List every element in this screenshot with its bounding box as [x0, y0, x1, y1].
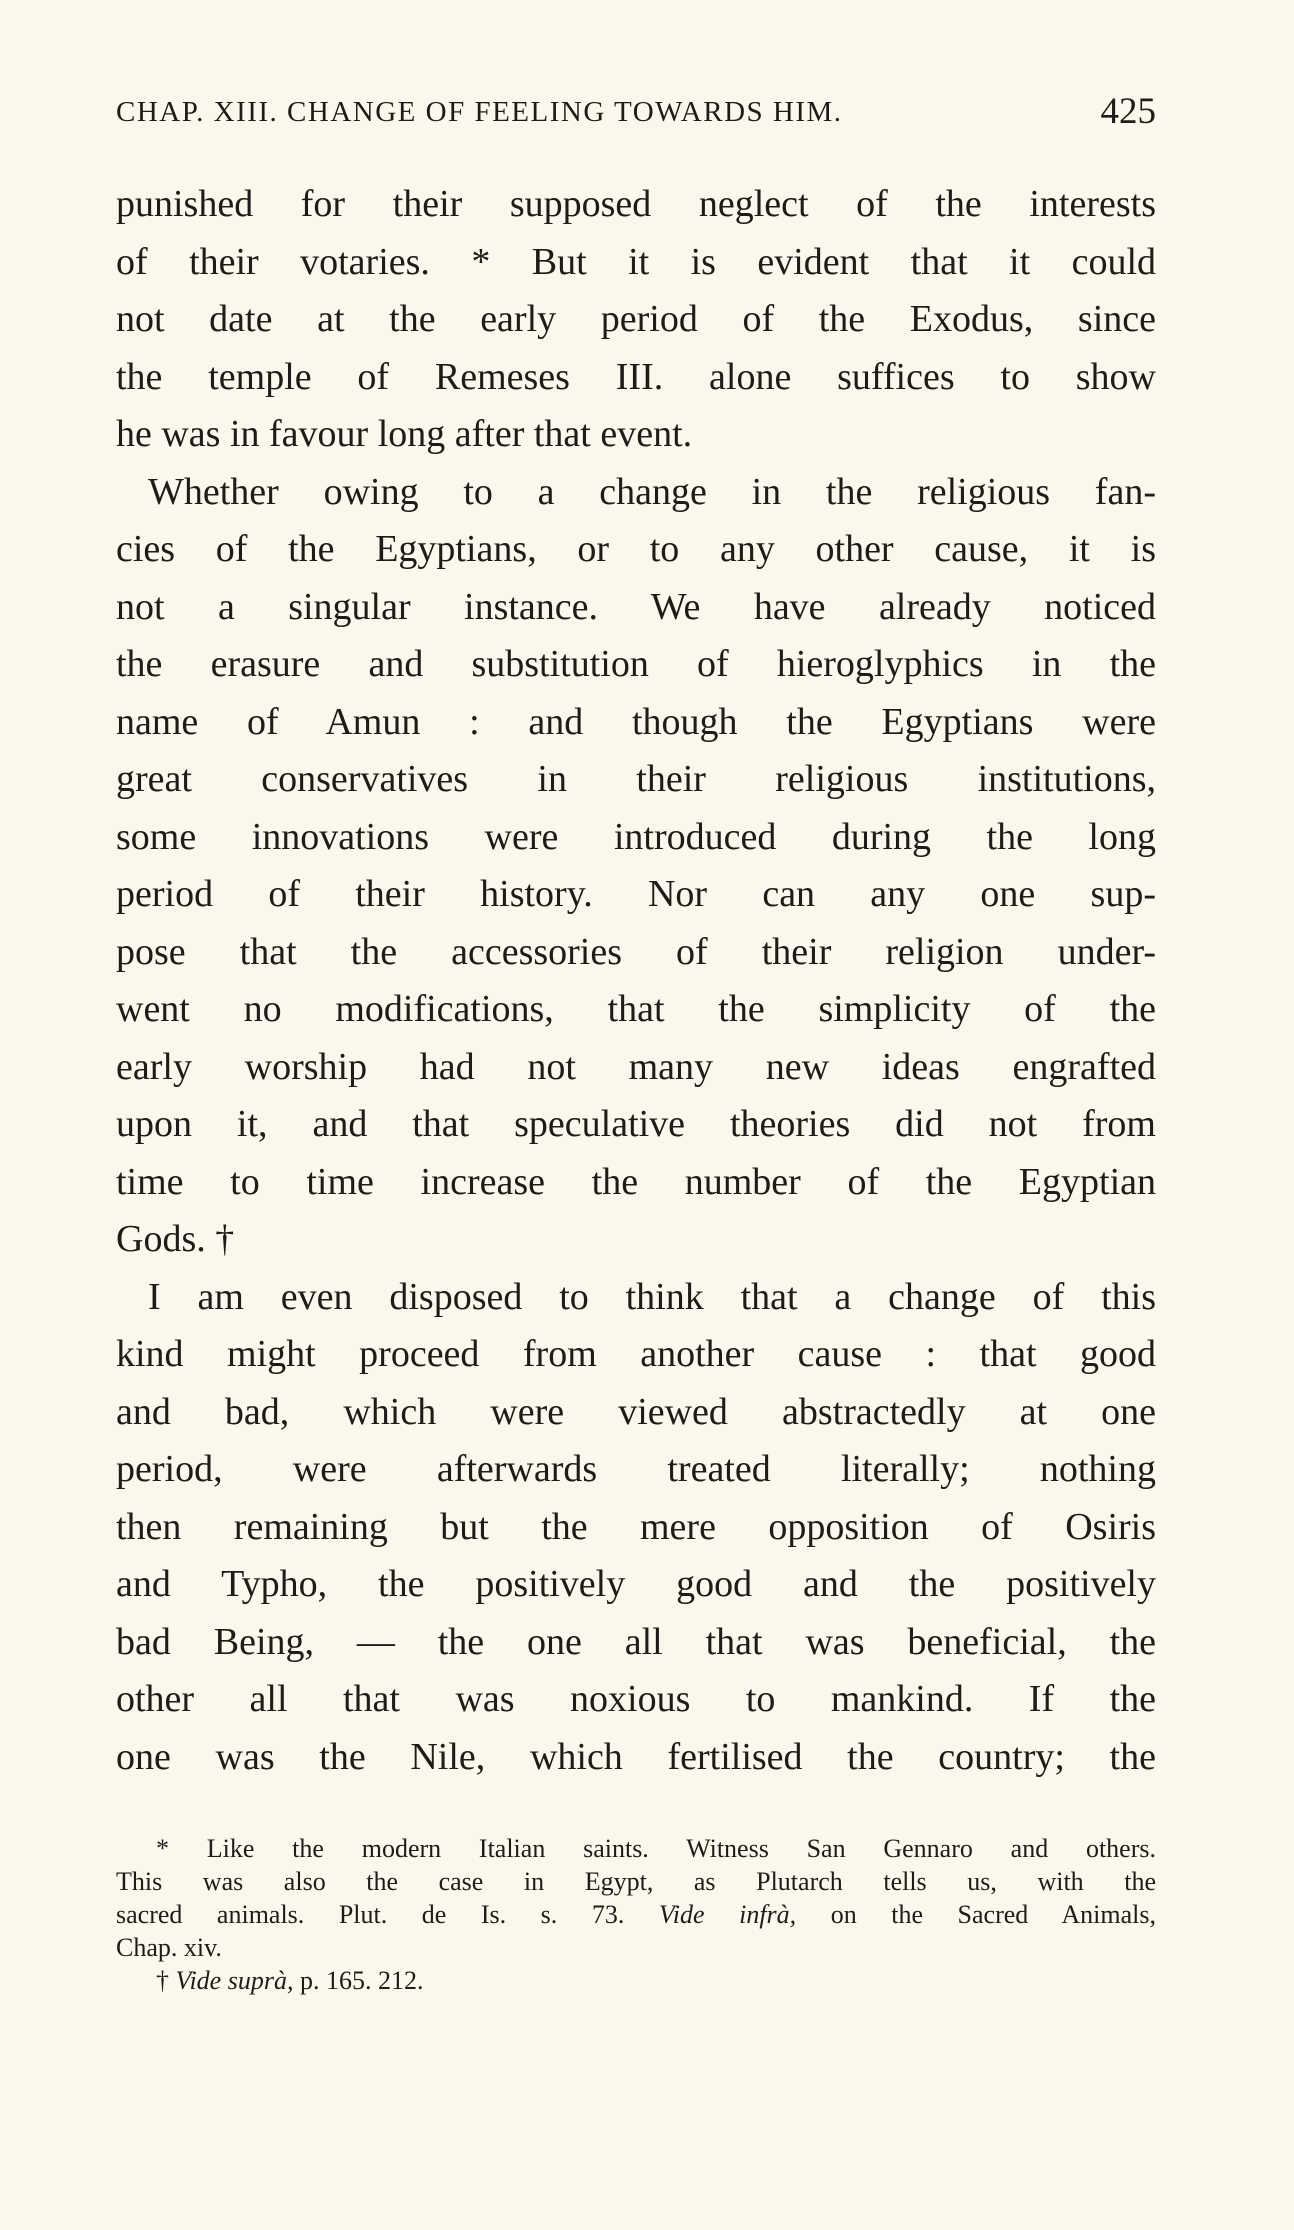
text-line: not a singular instance. We have already noticed [116, 585, 1156, 628]
text-line: of their votaries. * But it is evident that it could [116, 240, 1156, 283]
footnote-line [116, 1898, 1156, 1931]
text-line: not date at the early period of the Exodus, since [116, 298, 1156, 340]
dagger-mark: † [156, 1966, 176, 1995]
running-head [116, 91, 1156, 140]
text-line: he was in favour long after that event. [116, 413, 693, 455]
text-line: period of their history. Nor can any one sup- [116, 873, 1156, 915]
text-line: the erasure and substitution of hieroglyphics in the [116, 643, 1156, 685]
footnote-italic-text: Vide suprà, [175, 1966, 294, 1995]
text-line: pose that the accessories of their religion under- [116, 930, 1156, 973]
text-line: cies of the Egyptians, or to any other cause, it is [116, 528, 1156, 570]
text-line: early worship had not many new ideas engrafted [116, 1045, 1156, 1088]
text-line: Gods. † [116, 1218, 235, 1260]
body-text [116, 176, 1156, 1786]
page-number: 425 [1100, 91, 1156, 132]
footnote-line: This was also the case in Egypt, as Plutarch tells us, with the [116, 1867, 1156, 1896]
footnote-italic-text: Vide infrà, [658, 1900, 797, 1929]
footnote-line: Chap. xiv. [116, 1933, 222, 1962]
footnotes [116, 1832, 1156, 1997]
text-line: Whether owing to a change in the religious fan- [148, 470, 1156, 513]
footnote-line [116, 1964, 1156, 1997]
text-line: and bad, which were viewed abstractedly at one [116, 1390, 1156, 1433]
text-line: one was the Nile, which fertilised the country; the [116, 1735, 1156, 1778]
text-line: punished for their supposed neglect of the interests [116, 183, 1156, 225]
text-line: other all that was noxious to mankind. If the [116, 1678, 1156, 1720]
text-line: kind might proceed from another cause : that good [116, 1333, 1156, 1375]
footnote-line: * Like the modern Italian saints. Witness San Gennaro and others. [156, 1834, 1156, 1863]
footnote-text: p. 165. 212. [293, 1966, 424, 1995]
text-line: bad Being, — the one all that was beneficial, the [116, 1620, 1156, 1663]
text-line: went no modifications, that the simplicity of the [116, 988, 1156, 1030]
text-line: period, were afterwards treated literally; nothing [116, 1448, 1156, 1490]
text-line: I am even disposed to think that a change of this [148, 1275, 1156, 1318]
chapter-title: CHAP. XIII. CHANGE OF FEELING TOWARDS HIM. [116, 96, 843, 128]
footnote-text: sacred animals. Plut. de Is. s. 73. [116, 1900, 659, 1929]
text-line: and Typho, the positively good and the positively [116, 1563, 1156, 1605]
text-line: name of Amun : and though the Egyptians were [116, 700, 1156, 743]
text-line: great conservatives in their religious institutions, [116, 758, 1156, 800]
text-line: time to time increase the number of the Egyptian [116, 1160, 1156, 1203]
text-line: some innovations were introduced during the long [116, 815, 1156, 858]
text-line: upon it, and that speculative theories did not from [116, 1103, 1156, 1145]
text-line: then remaining but the mere opposition of Osiris [116, 1505, 1156, 1548]
text-line: the temple of Remeses III. alone suffices to show [116, 355, 1156, 398]
footnote-text: on the Sacred Animals, [796, 1900, 1157, 1929]
